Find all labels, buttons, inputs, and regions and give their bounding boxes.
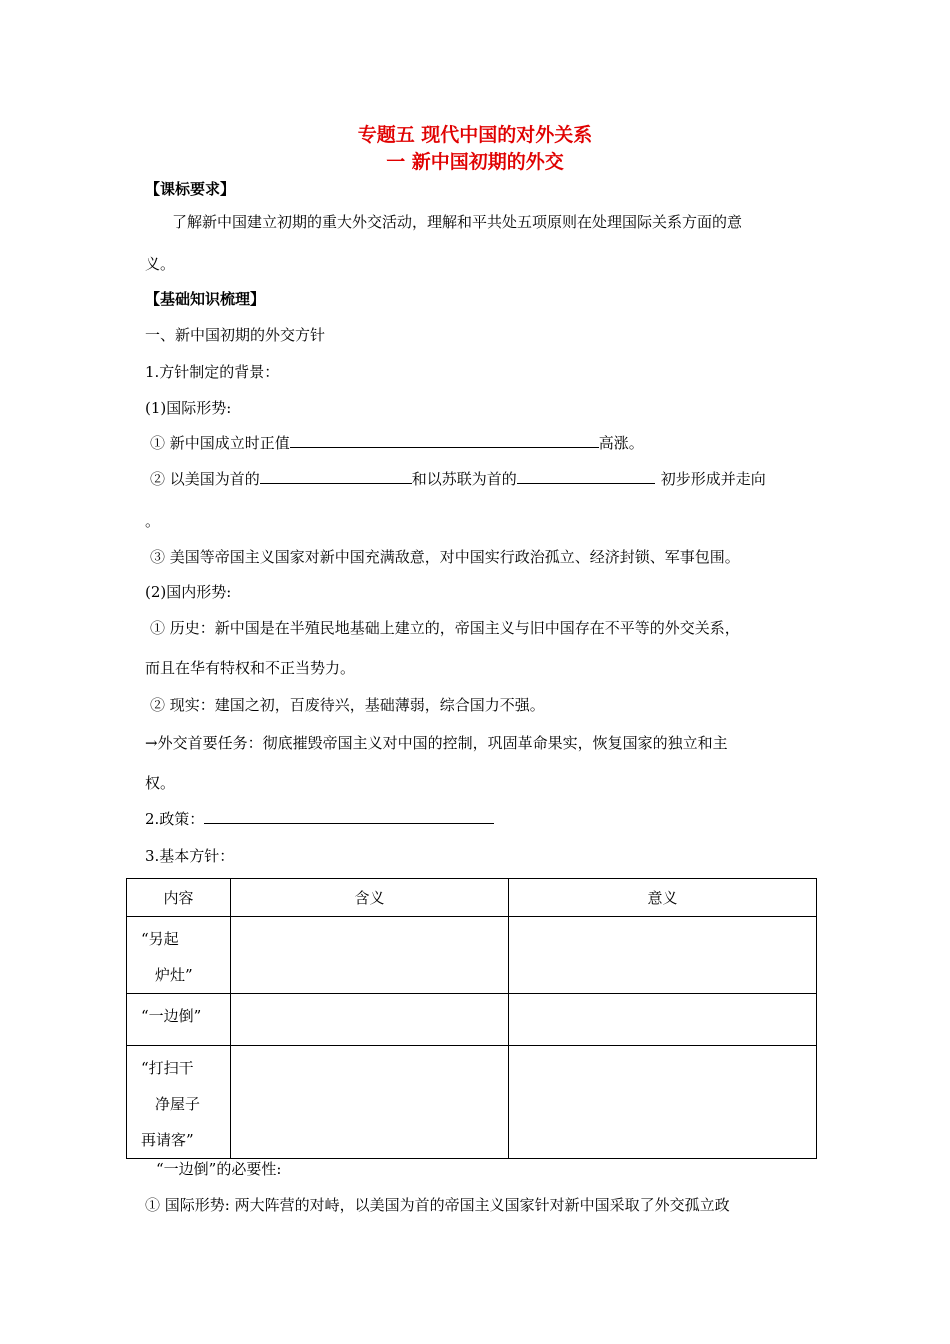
intl-point-1-suffix: 高涨。: [598, 434, 644, 452]
significance-cell[interactable]: [509, 994, 817, 1046]
fill-blank-1[interactable]: [290, 432, 599, 448]
diplomatic-task-line2: 权。: [145, 774, 176, 792]
table-row: [127, 994, 817, 1046]
row-label-line: 炉灶”: [155, 966, 193, 984]
table-row: [127, 1046, 817, 1159]
row-label-line: 净屋子: [155, 1095, 201, 1113]
intl-point-1-prefix: ① 新中国成立时正值: [150, 434, 290, 452]
domestic-point-1-line1: ① 历史：新中国是在半殖民地基础上建立的，帝国主义与旧中国存在不平等的外交关系，: [150, 619, 740, 637]
significance-cell[interactable]: [509, 917, 817, 994]
intl-point-2-suffix: 初步形成并走向: [660, 470, 766, 488]
row-label: [127, 917, 231, 994]
meaning-cell[interactable]: [231, 1046, 509, 1159]
intl-point-1: [150, 432, 644, 454]
row-label: [127, 994, 231, 1046]
row-label-line: “打扫干: [141, 1059, 194, 1077]
header-meaning: 含义: [231, 879, 509, 917]
intl-point-3: ③ 美国等帝国主义国家对新中国充满敌意，对中国实行政治孤立、经济封锁、军事包围。: [150, 548, 740, 566]
fill-blank-policy[interactable]: [204, 808, 494, 824]
basic-policy-table: [126, 878, 817, 1159]
domestic-situation-heading: (2)国内形势:: [145, 583, 232, 601]
section-one-heading: 一、新中国初期的外交方针: [145, 326, 326, 344]
necessity-point-1: ① 国际形势: 两大阵营的对峙，以美国为首的帝国主义国家针对新中国采取了外交孤立政: [145, 1196, 730, 1214]
intl-point-2-mid: 和以苏联为首的: [411, 470, 517, 488]
row-label-line: 再请客”: [141, 1131, 194, 1149]
domestic-point-1-line2: 而且在华有特权和不正当势力。: [145, 659, 356, 677]
intl-point-2-prefix: ② 以美国为首的: [150, 470, 260, 488]
item-2-label: 2.政策：: [145, 810, 205, 828]
meaning-cell[interactable]: [231, 917, 509, 994]
curriculum-text-line2: 义。: [145, 255, 176, 273]
row-label-line: “一边倒”: [141, 1007, 202, 1025]
domestic-point-2: ② 现实：建国之初，百废待兴，基础薄弱，综合国力不强。: [150, 696, 545, 714]
intl-situation-heading: (1)国际形势:: [145, 399, 232, 417]
necessity-heading: “一边倒”的必要性:: [156, 1160, 282, 1178]
intl-point-2: [150, 468, 766, 490]
item-1-heading: 1.方针制定的背景：: [145, 363, 280, 381]
header-content: 内容: [127, 879, 231, 917]
basics-heading: 【基础知识梳理】: [145, 290, 266, 308]
chapter-title: 专题五 现代中国的对外关系: [357, 124, 593, 146]
item-3-heading: 3.基本方针：: [145, 847, 235, 865]
fill-blank-3[interactable]: [517, 468, 655, 484]
fill-blank-2[interactable]: [260, 468, 412, 484]
row-label: [127, 1046, 231, 1159]
curriculum-text-line1: 了解新中国建立初期的重大外交活动，理解和平共处五项原则在处理国际关系方面的意: [172, 213, 743, 231]
header-significance: 意义: [509, 879, 817, 917]
diplomatic-task-line1: →外交首要任务：彻底摧毁帝国主义对中国的控制，巩固革命果实，恢复国家的独立和主: [145, 734, 728, 752]
table-header-row: [127, 879, 817, 917]
row-label-line: “另起: [141, 930, 179, 948]
intl-point-2-cont: 。: [145, 512, 161, 530]
table-row: [127, 917, 817, 994]
significance-cell[interactable]: [509, 1046, 817, 1159]
meaning-cell[interactable]: [231, 994, 509, 1046]
lesson-title: 一 新中国初期的外交: [386, 151, 564, 173]
curriculum-heading: 【课标要求】: [145, 180, 236, 198]
item-2-policy: [145, 808, 494, 830]
